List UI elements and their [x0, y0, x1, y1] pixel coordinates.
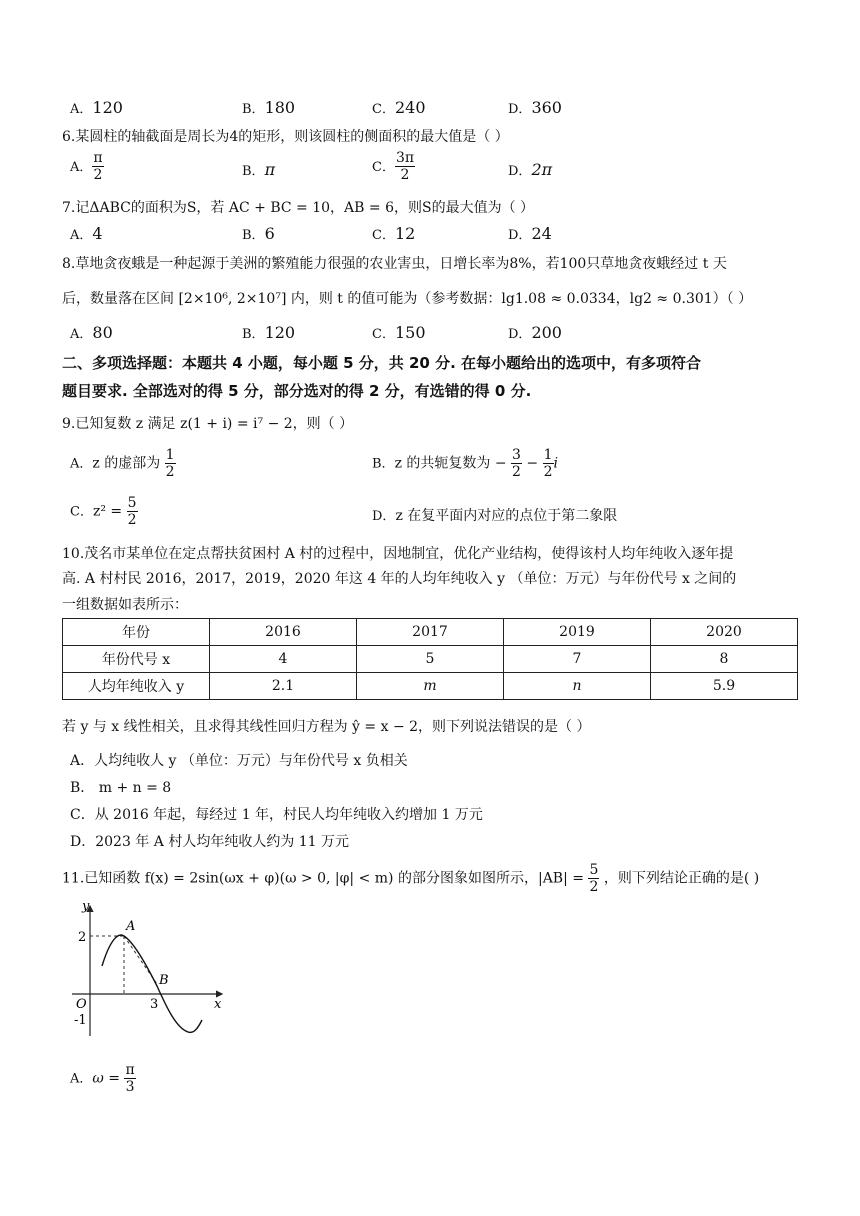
table-cell: 4 — [210, 646, 357, 673]
q10-stem-line1: 10.茂名市某单位在定点帮扶贫困村 A 村的过程中，因地制宜，优化产业结构，使得该村人均年纯收入逐年提 — [62, 546, 734, 562]
q7-option-c: C．12 — [372, 224, 416, 243]
q10-option-c: C．从 2016 年起，每经过 1 年，村民人均年纯收入约增加 1 万元 — [70, 807, 483, 823]
sine-graph — [62, 896, 242, 1046]
tick-label: 2 — [78, 930, 87, 945]
table-cell: m — [357, 673, 504, 700]
q5-option-a: A．120 — [70, 98, 123, 117]
tick-label: -1 — [74, 1013, 87, 1028]
table-cell: 2020 — [651, 619, 798, 646]
q7-stem: 7.记ΔABC的面积为S，若 AC + BC = 10，AB = 6，则S的最大值为（ ） — [62, 200, 535, 216]
q11-option-a: A．ω = $\frac{\pi}{3}$ — [70, 1062, 135, 1095]
table-cell: 2017 — [357, 619, 504, 646]
q11-stem: 11.已知函数 f(x) = 2sin(ωx + φ)(ω > 0, |φ| < m) 的部分图象如图所示，|AB| = $\frac{5}{2}$ ，则下列结论正确的是( ) — [62, 862, 760, 895]
table-cell: 5.9 — [651, 673, 798, 700]
q5-option-d: D．360 — [508, 98, 562, 117]
table-cell: 8 — [651, 646, 798, 673]
q6-option-b: B．π — [242, 160, 276, 179]
q9-option-d: D．z 在复平面内对应的点位于第二象限 — [372, 508, 618, 524]
q8-stem-line2: 后，数量落在区间 [2×10⁶, 2×10⁷] 内，则 t 的值可能为（参考数据：lg1.08 ≈ 0.0334，lg2 ≈ 0.301）（ ） — [62, 291, 753, 307]
table-row — [63, 646, 798, 673]
table-row — [63, 619, 798, 646]
q10-option-b: B． m + n = 8 — [70, 780, 172, 796]
section-heading-line1: 二、多项选择题：本题共 4 小题，每小题 5 分，共 20 分. 在每小题给出的选项中，有多项符合 — [62, 354, 702, 372]
fraction: $\frac{\pi}{2}$ — [93, 150, 103, 183]
q8-option-b: B．120 — [242, 323, 296, 342]
x-axis-label: x — [214, 997, 222, 1012]
table-cell: 2019 — [504, 619, 651, 646]
q10-after-text: 若 y 与 x 线性相关，且求得其线性回归方程为 ŷ = x − 2，则下列说法错误的是（ ） — [62, 719, 591, 735]
q6-option-c: C． $\frac{3\pi}{2}$ — [372, 150, 415, 183]
q7-option-b: B．6 — [242, 224, 275, 243]
q10-option-a: A．人均纯收人 y （单位：万元）与年份代号 x 负相关 — [70, 753, 408, 769]
q8-option-c: C．150 — [372, 323, 426, 342]
q7-option-a: A．4 — [70, 224, 103, 243]
q10-option-d: D．2023 年 A 村人均年纯收人约为 11 万元 — [70, 834, 350, 850]
fraction: $\frac{3}{2}$ — [512, 447, 521, 480]
table-cell: 5 — [357, 646, 504, 673]
data-table — [62, 618, 798, 700]
table-row — [63, 673, 798, 700]
fraction: $\frac{5}{2}$ — [589, 862, 599, 895]
table-cell: n — [504, 673, 651, 700]
table-cell: 年份 — [63, 619, 210, 646]
table-cell: 年份代号 x — [63, 646, 210, 673]
q5-option-c: C．240 — [372, 98, 426, 117]
q9-option-b: B．z 的共轭复数为 − $\frac{3}{2}$ − $\frac{1}{2}$ i — [372, 447, 558, 480]
table-cell: 2.1 — [210, 673, 357, 700]
q8-stem-line1: 8.草地贪夜蛾是一种起源于美洲的繁殖能力很强的农业害虫，日增长率为8%，若100只草地贪夜蛾经过 t 天 — [62, 256, 727, 272]
y-axis-label: y — [82, 899, 90, 914]
fraction: $\frac{\pi}{3}$ — [125, 1062, 135, 1095]
q6-option-a: A． $\frac{\pi}{2}$ — [70, 150, 103, 183]
q9-stem: 9.已知复数 z 满足 z(1 + i) = i⁷ − 2，则（ ） — [62, 416, 354, 432]
q6-stem: 6.某圆柱的轴截面是周长为4的矩形，则该圆柱的侧面积的最大值是（ ） — [62, 129, 509, 145]
table-cell: 7 — [504, 646, 651, 673]
table-cell: 人均年纯收入 y — [63, 673, 210, 700]
tick-label: 3 — [150, 997, 159, 1012]
q9-option-c: C．z² = $\frac{5}{2}$ — [70, 495, 137, 528]
q8-option-d: D．200 — [508, 323, 562, 342]
q6-option-d: D．2π — [508, 160, 553, 179]
fraction: $\frac{1}{2}$ — [543, 447, 553, 480]
q5-option-b: B．180 — [242, 98, 296, 117]
q7-option-d: D．24 — [508, 224, 552, 243]
fraction: $\frac{5}{2}$ — [127, 495, 137, 528]
fraction: $\frac{1}{2}$ — [165, 447, 175, 480]
q9-option-a: A．z 的虚部为 $\frac{1}{2}$ — [70, 447, 175, 480]
point-b-label: B — [159, 973, 169, 988]
origin-label: O — [76, 997, 87, 1012]
fraction: $\frac{3\pi}{2}$ — [395, 150, 415, 183]
q8-option-a: A．80 — [70, 323, 113, 342]
section-heading-line2: 题目要求. 全部选对的得 5 分，部分选对的得 2 分，有选错的得 0 分. — [62, 382, 532, 400]
sine-curve — [102, 935, 202, 1032]
table-cell: 2016 — [210, 619, 357, 646]
q10-stem-line2: 高. A 村村民 2016，2017，2019，2020 年这 4 年的人均年纯收入 y （单位：万元）与年份代号 x 之间的 — [62, 571, 737, 587]
point-a-label: A — [126, 919, 136, 934]
q10-stem-line3: 一组数据如表所示： — [62, 597, 188, 613]
